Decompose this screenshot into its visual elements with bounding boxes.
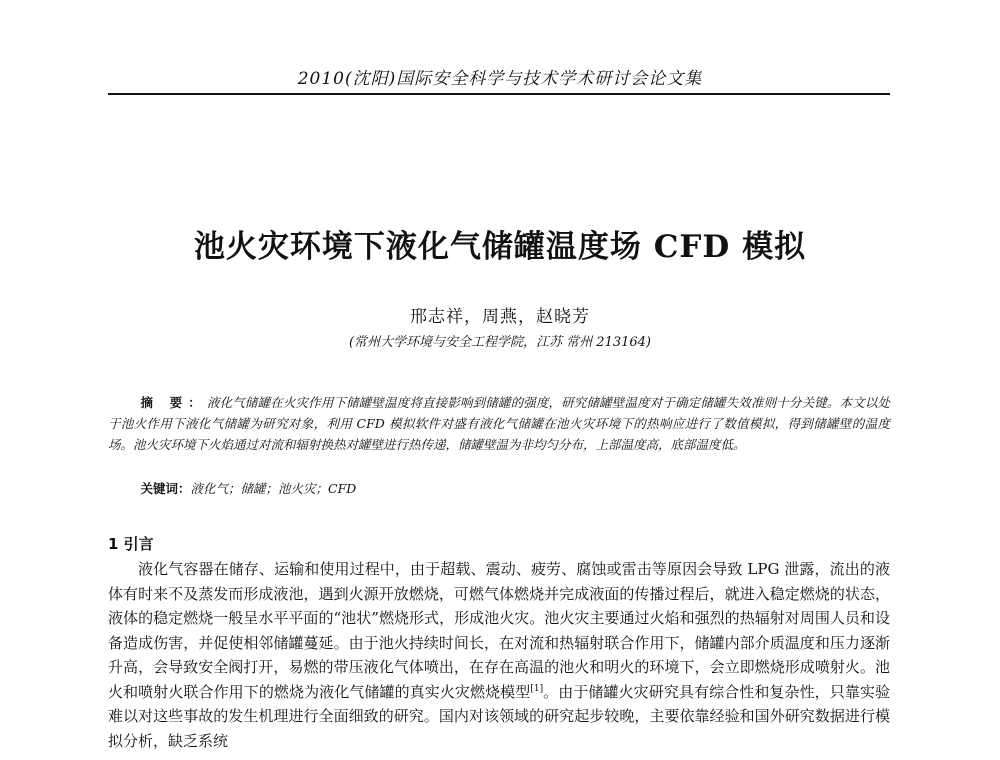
- header-rule: [108, 93, 890, 95]
- keywords-label: 关键词：: [140, 481, 191, 496]
- paper-title: 池火灾环境下液化气储罐温度场 CFD 模拟: [193, 229, 807, 265]
- affiliation: (常州大学环境与安全工程学院，江苏 常州 213164): [348, 335, 652, 350]
- body-text-continued: 。由于储罐火灾研究具有综合性和复杂性，只靠实验难以对这些事故的发生机理进行全面细致的研究。国内对该领域的研究起步较晚，主要依靠经验和国外研究数据进行模拟分析，缺乏系统: [108, 682, 890, 750]
- citation-mark: [1]: [530, 683, 544, 694]
- abstract-text: 液化气储罐在火灾作用下储罐壁温度将直接影响到储罐的强度，研究储罐壁温度对于确定储罐失效准则十分关键。本文以处于池火作用下液化气储罐为研究对象，利用 CFD 模拟软件对盛有液化气储罐在池火灾环境下的热响应进行了数值模拟，得到储罐壁的温度场。池火灾环境下火焰通过对流和辐射换热对罐壁进行热传递，储罐壁温为非均匀分布，上部温度高，底部温度低。: [108, 395, 890, 452]
- keywords-text: 液化气；储罐；池火灾；CFD: [190, 481, 357, 496]
- authors: 邢志祥，周燕，赵晓芳: [410, 307, 590, 327]
- section-heading: 1 引言: [108, 535, 154, 553]
- running-head: 2010(沈阳)国际安全科学与技术学术研讨会论文集: [297, 69, 703, 89]
- keywords: [108, 478, 890, 499]
- abstract: [108, 392, 890, 455]
- body-paragraph: [108, 557, 890, 753]
- body-text: 液化气容器在储存、运输和使用过程中，由于超载、震动、疲劳、腐蚀或雷击等原因会导致 LPG 泄露，流出的液体有时来不及蒸发而形成液池，遇到火源开放燃烧，可燃气体燃烧并完成液面的传播过程后，就进入稳定燃烧的状态，液体的稳定燃烧一般呈水平平面的“池状”燃烧形式，形成池火灾。池火灾主要通过火焰和强烈的热辐射对周围人员和设备造成伤害，并促使相邻储罐蔓延。由于池火持续时间长，在对流和热辐射联合作用下，储罐内部介质温度和压力逐渐升高，会导致安全阀打开，易燃的带压液化气体喷出，在存在高温的池火和明火的环境下，会立即燃烧形成喷射火。池火和喷射火联合作用下的燃烧为液化气储罐的真实火灾燃烧模型: [108, 560, 890, 701]
- abstract-label: 摘 要：: [140, 395, 207, 410]
